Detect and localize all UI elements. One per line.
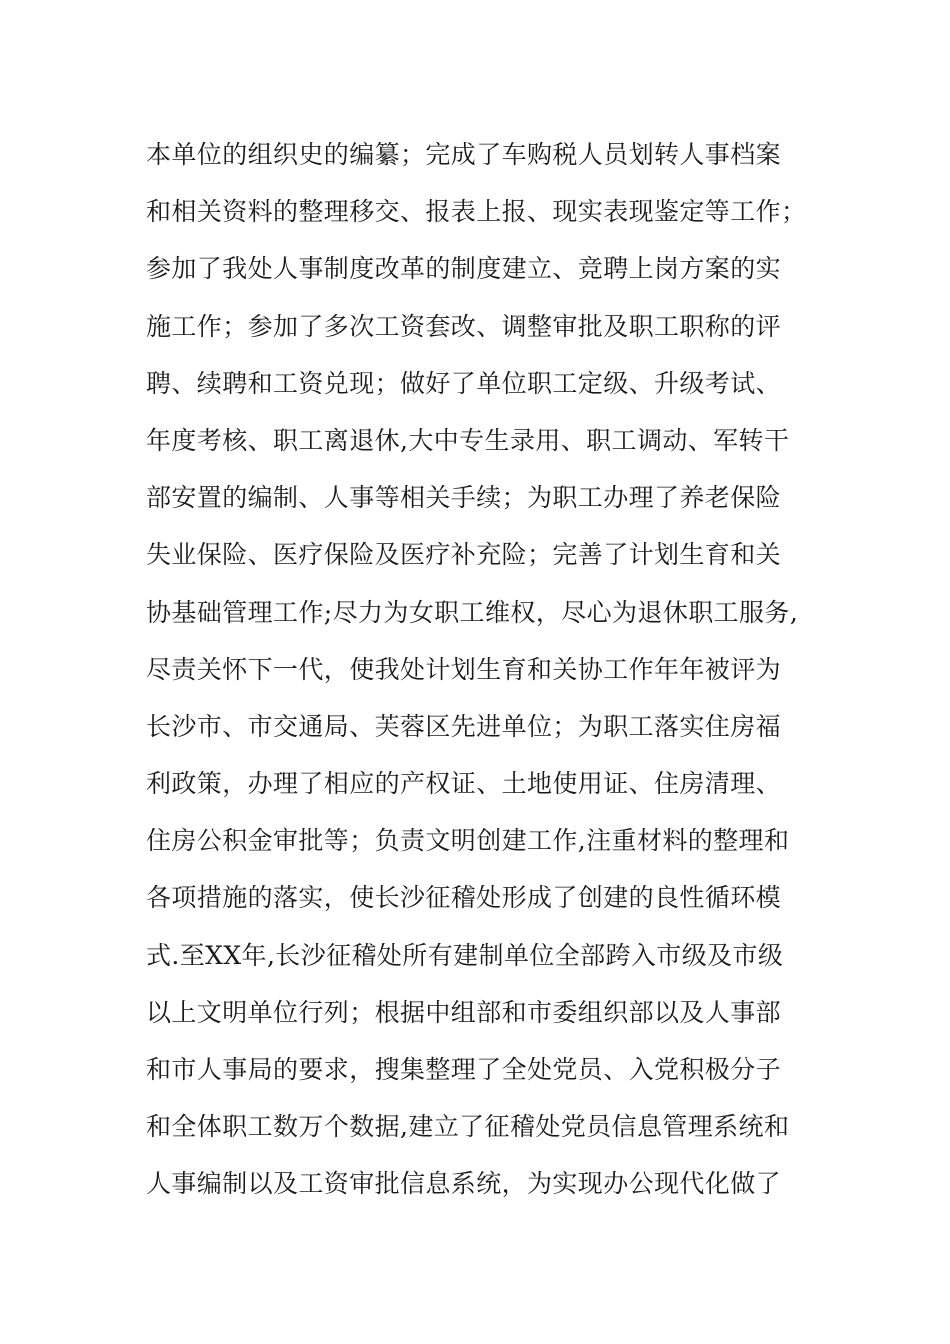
text-line: 人事编制以及工资审批信息系统，为实现办公现代化做了 (146, 1169, 782, 1199)
text-line: 住房公积金审批等；负责文明创建工作,注重材料的整理和 (146, 826, 790, 856)
text-line: 聘、续聘和工资兑现；做好了单位职工定级、升级考试、 (146, 368, 782, 398)
text-line: 式.至XX年,长沙征稽处所有建制单位全部跨入市级及市级 (146, 940, 784, 970)
text-line: 和全体职工数万个数据,建立了征稽处党员信息管理系统和 (146, 1112, 790, 1142)
text-line: 本单位的组织史的编纂；完成了车购税人员划转人事档案 (146, 140, 782, 169)
body-text (146, 126, 816, 1213)
text-line: 以上文明单位行列；根据中组部和市委组织部以及人事部 (146, 997, 782, 1027)
text-line: 失业保险、医疗保险及医疗补充险；完善了计划生育和关 (146, 540, 782, 570)
text-line: 和市人事局的要求，搜集整理了全处党员、入党积极分子 (146, 1055, 782, 1084)
text-line: 参加了我处人事制度改革的制度建立、竞聘上岗方案的实 (146, 254, 782, 284)
text-line: 部安置的编制、人事等相关手续；为职工办理了养老保险 (146, 483, 782, 513)
text-line: 和相关资料的整理移交、报表上报、现实表现鉴定等工作； (146, 197, 807, 227)
text-line: 利政策，办理了相应的产权证、土地使用证、住房清理、 (146, 769, 782, 799)
text-line: 协基础管理工作;尽力为女职工维权，尽心为退休职工服务, (146, 597, 799, 627)
text-line: 各项措施的落实，使长沙征稽处形成了创建的良性循环模 (146, 883, 782, 913)
text-line: 长沙市、市交通局、芙蓉区先进单位；为职工落实住房福 (146, 711, 782, 741)
text-line: 年度考核、职工离退休,大中专生录用、职工调动、军转干 (146, 425, 790, 455)
text-line: 施工作；参加了多次工资套改、调整审批及职工职称的评 (146, 311, 782, 341)
text-line: 尽责关怀下一代，使我处计划生育和关协工作年年被评为 (146, 654, 782, 684)
